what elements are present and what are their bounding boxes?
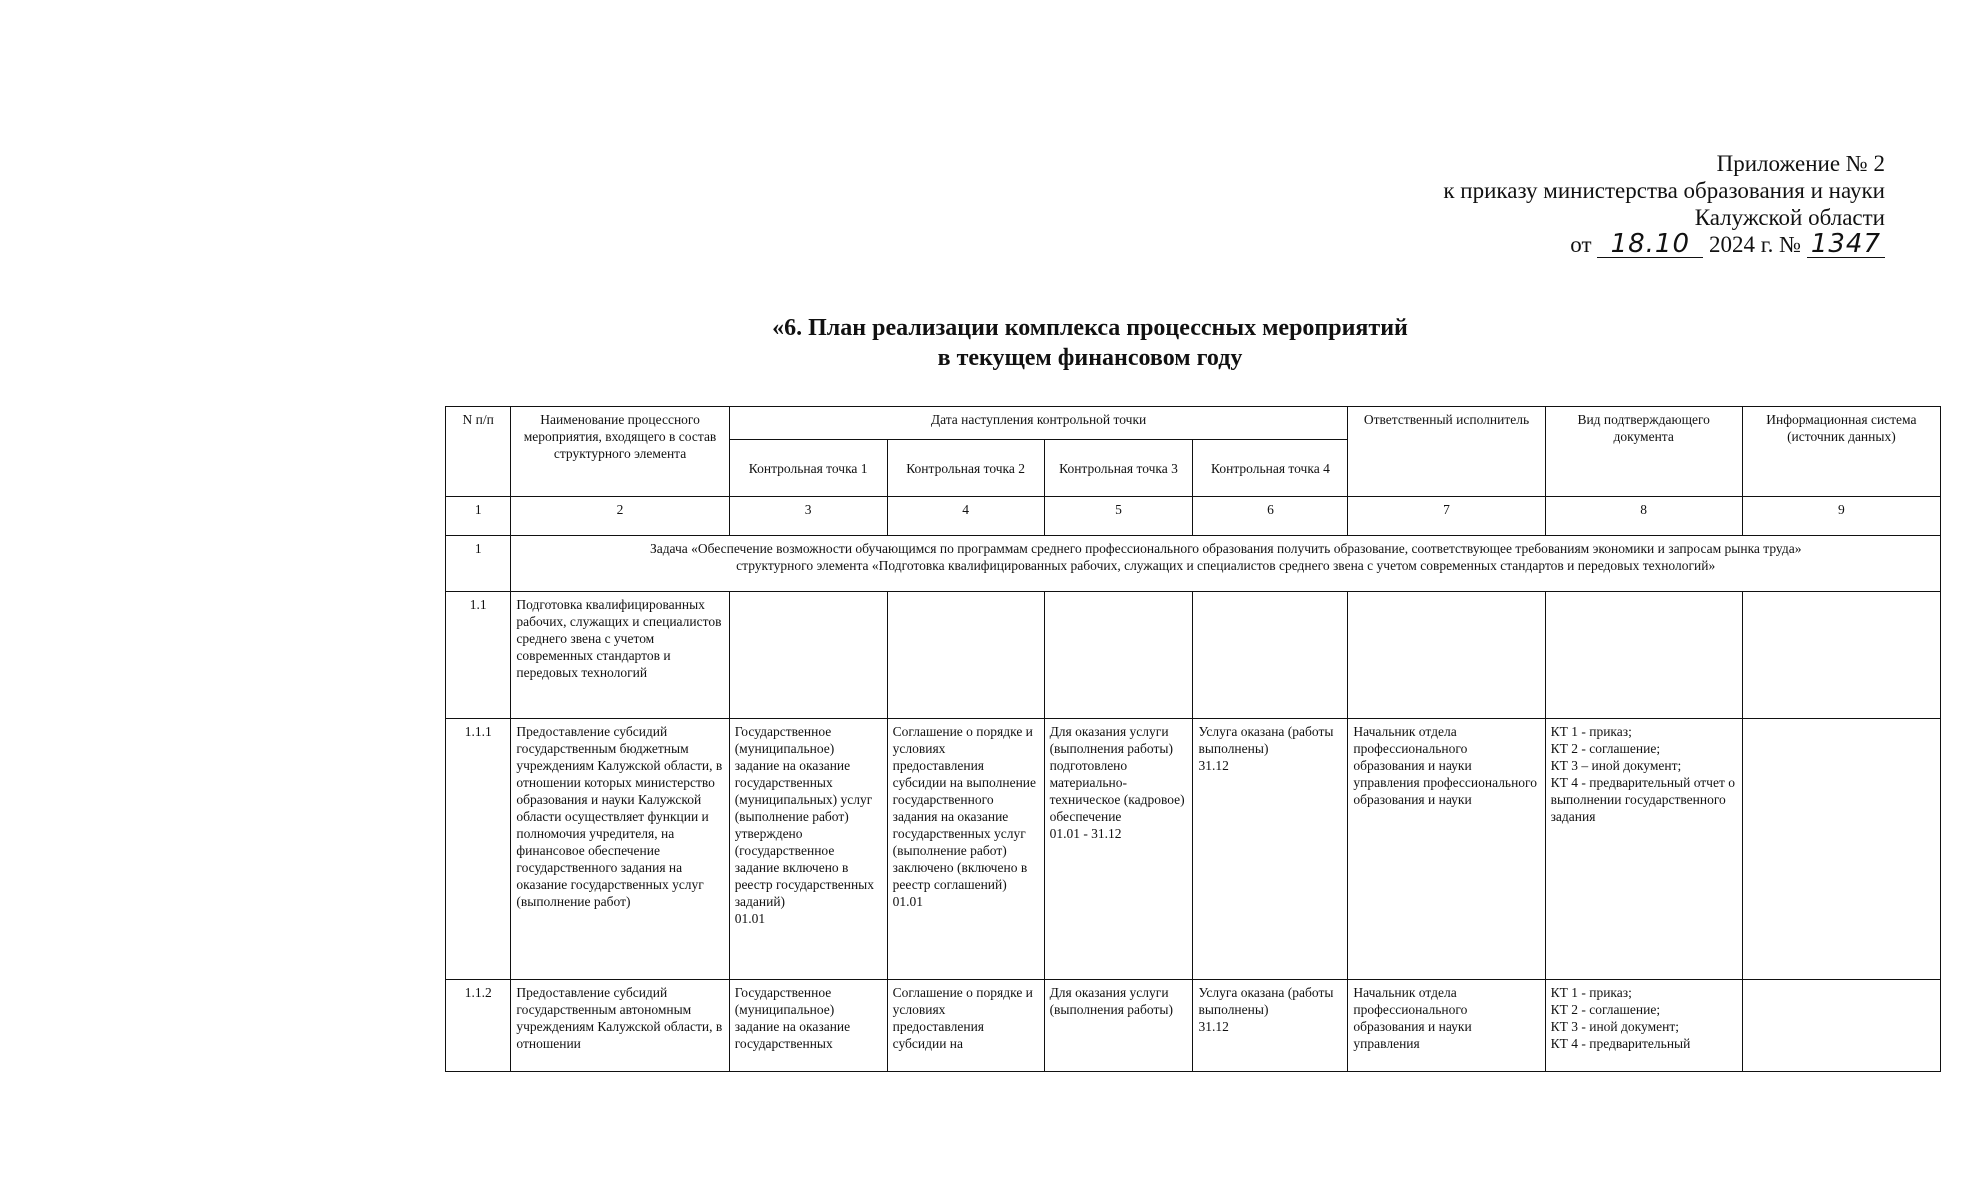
row-doc — [1545, 592, 1742, 719]
handwritten-date: 18.10 — [1597, 231, 1703, 258]
row-kt1-text: Государственное (муниципальное) задание на оказание государственных (муниципальных) услуг (выполнение работ) утверждено (государственное задание включено в реестр государственных заданий) — [734, 724, 874, 909]
header-doc: Вид подтверждающего документа — [1545, 407, 1742, 497]
column-number: 7 — [1348, 497, 1545, 536]
header-system: Информационная система (источник данных) — [1742, 407, 1940, 497]
row-kt1-date: 01.01 — [734, 911, 766, 926]
row-system — [1742, 719, 1940, 980]
row-executor — [1348, 592, 1545, 719]
header-kt3: Контрольная точка 3 — [1044, 440, 1193, 497]
appendix-date-line — [1443, 231, 1885, 258]
column-number: 4 — [887, 497, 1044, 536]
row-kt4-date: 31.12 — [1198, 1019, 1229, 1034]
row-kt1 — [729, 592, 887, 719]
row-kt4 — [1193, 719, 1348, 980]
header-executor: Ответственный исполнитель — [1348, 407, 1545, 497]
column-number: 3 — [729, 497, 887, 536]
header-num: N п/п — [446, 407, 511, 497]
appendix-order-ref: к приказу министерства образования и науки — [1443, 178, 1885, 203]
row-kt3 — [1044, 592, 1193, 719]
header-date-group: Дата наступления контрольной точки — [729, 407, 1348, 440]
row-kt2-date: 01.01 — [892, 894, 923, 909]
row-doc — [1545, 980, 1742, 1072]
column-number: 8 — [1545, 497, 1742, 536]
row-kt2: Соглашение о порядке и условиях предоставления субсидии на — [887, 980, 1044, 1072]
row-num: 1.1 — [446, 592, 511, 719]
header-kt2: Контрольная точка 2 — [887, 440, 1044, 497]
row-kt2 — [887, 719, 1044, 980]
appendix-region: Калужской области — [1694, 205, 1885, 230]
row-doc-kt3: КТ 3 – иной документ; — [1550, 758, 1682, 773]
row-kt3-text: Для оказания услуги (выполнения работы) подготовлено материально-техническое (кадровое) обеспечение — [1049, 724, 1185, 824]
plan-title-line2: в текущем финансовом году — [937, 345, 1243, 371]
row-executor: Начальник отдела профессионального образования и науки управления профессионального образования и науки — [1348, 719, 1545, 980]
task-text-line2: структурного элемента «Подготовка квалифицированных рабочих, служащих и специалистов среднего звена с учетом современных стандартов и передовых технологий» — [736, 558, 1716, 573]
row-kt2 — [887, 592, 1044, 719]
row-doc-kt1: КТ 1 - приказ; — [1550, 985, 1632, 1000]
row-num: 1.1.2 — [446, 980, 511, 1072]
row-name: Предоставление субсидий государственным автономным учреждениям Калужской области, в отношении — [511, 980, 729, 1072]
row-doc-kt1: КТ 1 - приказ; — [1550, 724, 1632, 739]
row-kt4-date: 31.12 — [1198, 758, 1229, 773]
row-kt3-date: 01.01 - 31.12 — [1049, 826, 1122, 841]
appendix-header — [1443, 150, 1885, 258]
appendix-title: Приложение № 2 — [1716, 151, 1885, 176]
row-doc — [1545, 719, 1742, 980]
row-kt4-text: Услуга оказана (работы выполнены) — [1198, 724, 1334, 756]
row-num: 1.1.1 — [446, 719, 511, 980]
header-name: Наименование процессного мероприятия, входящего в состав структурного элемента — [511, 407, 729, 497]
header-kt1: Контрольная точка 1 — [729, 440, 887, 497]
task-text — [511, 536, 1941, 592]
plan-title — [420, 313, 1760, 373]
row-kt1 — [729, 719, 887, 980]
plan-title-line1: «6. План реализации комплекса процессных мероприятий — [772, 315, 1408, 341]
date-year: 2024 г. № — [1709, 232, 1802, 257]
row-kt3: Для оказания услуги (выполнения работы) — [1044, 980, 1193, 1072]
row-doc-kt4: КТ 4 - предварительный — [1550, 1036, 1691, 1051]
row-kt4 — [1193, 980, 1348, 1072]
row-doc-kt2: КТ 2 - соглашение; — [1550, 1002, 1661, 1017]
row-kt4 — [1193, 592, 1348, 719]
column-number: 5 — [1044, 497, 1193, 536]
row-name: Предоставление субсидий государственным бюджетным учреждениям Калужской области, в отношении которых министерство образования и науки Калужской области осуществляет функции и полномочия учредителя, на финансовое обеспечение государственного задания на оказание государственных услуг (выполнение работ) — [511, 719, 729, 980]
row-kt4-text: Услуга оказана (работы выполнены) — [1198, 985, 1334, 1017]
row-kt3 — [1044, 719, 1193, 980]
date-prefix: от — [1570, 232, 1592, 257]
row-executor: Начальник отдела профессионального образования и науки управления — [1348, 980, 1545, 1072]
column-number: 1 — [446, 497, 511, 536]
row-doc-kt4: КТ 4 - предварительный отчет о выполнении государственного задания — [1550, 775, 1735, 824]
plan-table — [445, 406, 1941, 1072]
column-number: 2 — [511, 497, 729, 536]
table-row — [446, 980, 1941, 1072]
header-kt4: Контрольная точка 4 — [1193, 440, 1348, 497]
row-doc-kt2: КТ 2 - соглашение; — [1550, 741, 1661, 756]
table-row — [446, 592, 1941, 719]
table-row — [446, 719, 1941, 980]
row-system — [1742, 980, 1940, 1072]
row-system — [1742, 592, 1940, 719]
task-num: 1 — [446, 536, 511, 592]
column-number: 6 — [1193, 497, 1348, 536]
row-kt2-text: Соглашение о порядке и условиях предоставления субсидии на выполнение государственного задания на оказание государственных услуг (выполнение работ) заключено (включено в реестр соглашений) — [892, 724, 1037, 892]
row-kt1: Государственное (муниципальное) задание на оказание государственных — [729, 980, 887, 1072]
column-number: 9 — [1742, 497, 1940, 536]
task-text-line1: Задача «Обеспечение возможности обучающимся по программам среднего профессионального образования получить образование, соответствующее требованиям экономики и запросам рынка труда» — [649, 541, 1802, 556]
handwritten-number: 1347 — [1807, 231, 1885, 258]
row-name: Подготовка квалифицированных рабочих, служащих и специалистов среднего звена с учетом современных стандартов и передовых технологий — [511, 592, 729, 719]
row-doc-kt3: КТ 3 - иной документ; — [1550, 1019, 1679, 1034]
column-number-row — [446, 497, 1941, 536]
task-row — [446, 536, 1941, 592]
